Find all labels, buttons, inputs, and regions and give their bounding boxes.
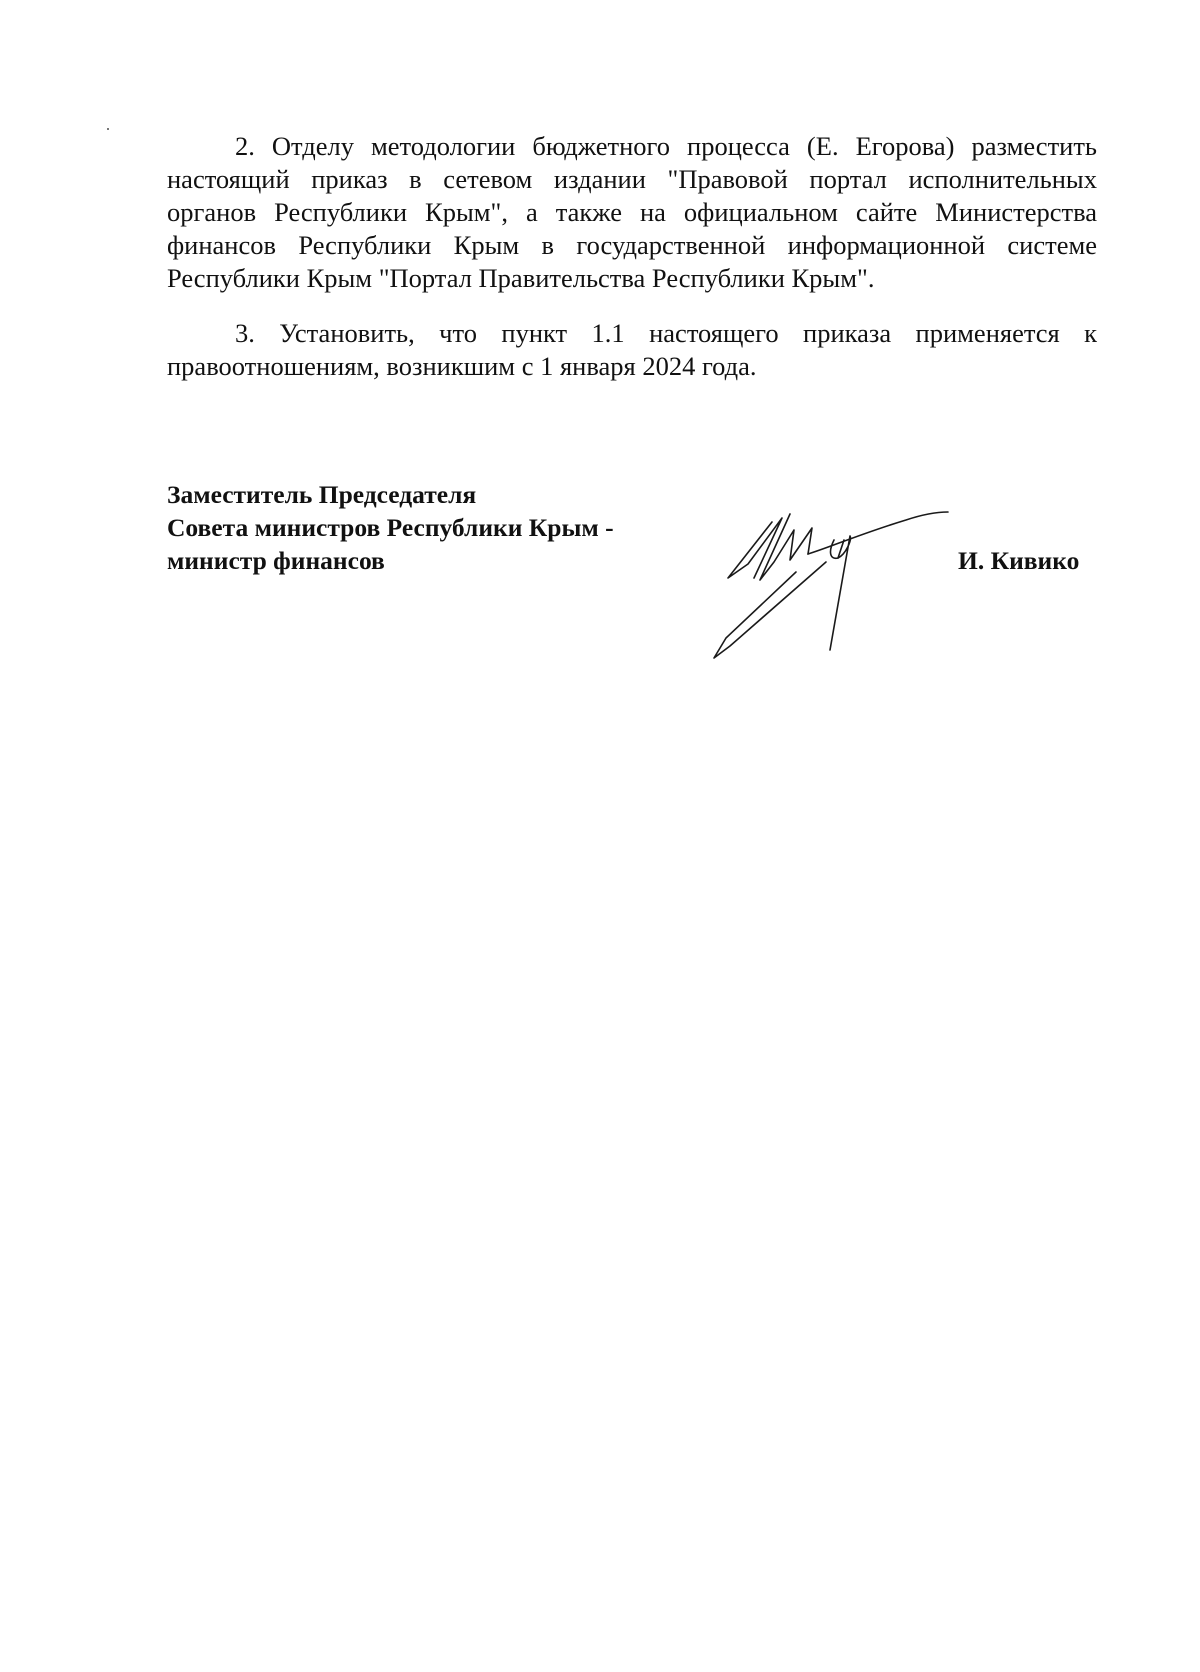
signatory-title-line-2: Совета министров Республики Крым - [167, 513, 614, 542]
paragraph-2-line-4: финансов Республики Крым в государственной информационной системе [167, 230, 1097, 260]
paragraph-3-line-2: правоотношениям, возникшим с 1 января 2024 года. [167, 351, 757, 381]
signer-name: И. Кивико [958, 546, 1080, 575]
scan-speck [107, 128, 109, 130]
paragraph-2-line-1: 2. Отделу методологии бюджетного процесса (Е. Егорова) разместить [235, 131, 1097, 161]
paragraph-2 [167, 130, 1097, 295]
signatory-title-line-1: Заместитель Председателя [167, 480, 477, 509]
paragraph-2-line-5: Республики Крым "Портал Правительства Республики Крым". [167, 263, 875, 293]
handwritten-signature [710, 500, 980, 660]
paragraph-2-line-2: настоящий приказ в сетевом издании "Правовой портал исполнительных [167, 164, 1097, 194]
paragraph-3-line-1: 3. Установить, что пункт 1.1 настоящего приказа применяется к [235, 318, 1097, 348]
signatory-title [167, 478, 614, 577]
paragraph-3 [167, 317, 1097, 383]
paragraph-2-line-3: органов Республики Крым", а также на официальном сайте Министерства [167, 197, 1097, 227]
signatory-title-line-3: министр финансов [167, 546, 385, 575]
